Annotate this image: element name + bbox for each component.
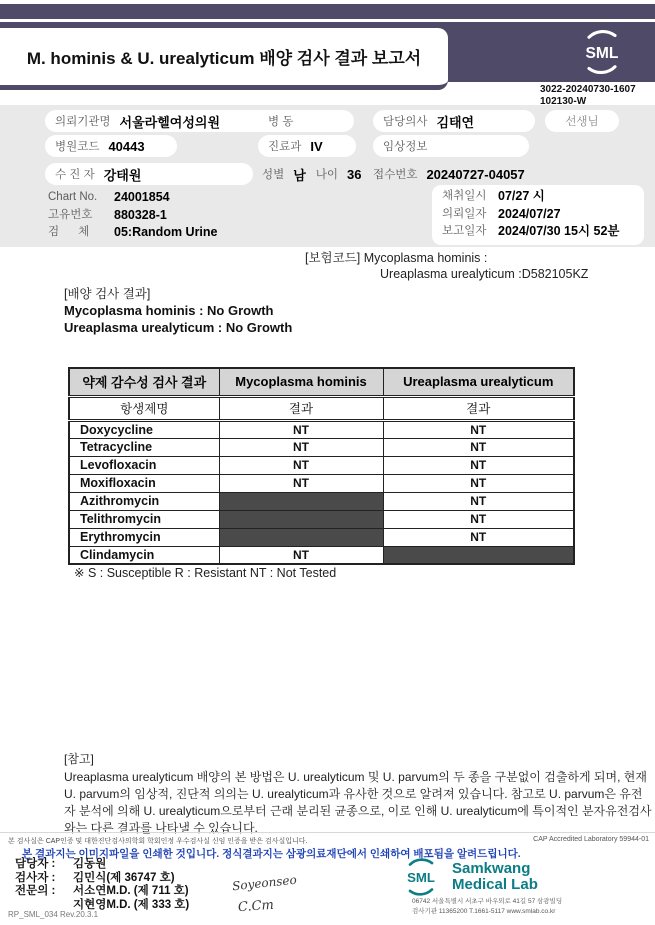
- field-hospital-code: [45, 135, 177, 157]
- field-label: 접수번호: [373, 169, 418, 181]
- sensitivity-header-row: [69, 368, 574, 396]
- field-value: 남: [293, 167, 306, 183]
- sensitivity-row: [69, 546, 574, 564]
- staff-value: 김민식(제 36747 호): [73, 871, 175, 884]
- sensitivity-row: [69, 456, 574, 474]
- cap-accreditation-text: CAP Accredited Laboratory 59944-01: [533, 836, 649, 843]
- lab-contact: 검사기관 11365200 T.1661-5117 www.smlab.co.kr: [412, 908, 556, 915]
- sensitivity-cell: NT: [383, 438, 574, 456]
- sensitivity-cell: NT: [219, 456, 383, 474]
- sensitivity-row: [69, 528, 574, 546]
- document-number-2: 102130-W: [540, 96, 587, 107]
- sensitivity-cell: NT: [383, 528, 574, 546]
- print-notice: 본 결과지는 이미지파일을 인쇄한 것입니다. 정식결과지는 삼광의료재단에서 인쇄하여 배포됨을 알려드립니다.: [22, 848, 521, 860]
- field-value: 20240727-04057: [426, 166, 525, 182]
- field-value: 05:Random Urine: [114, 225, 218, 239]
- sensitivity-cell: NT: [383, 474, 574, 492]
- lab-name-line2: Medical Lab: [452, 876, 538, 893]
- reference-title: [참고]: [64, 752, 94, 766]
- sensitivity-cell: NT: [219, 546, 383, 564]
- field-value: 서울라헬여성의원: [119, 114, 221, 130]
- sml-logo-icon: [398, 855, 444, 899]
- field-doctor: [373, 110, 535, 132]
- staff-label: 담당자 :: [15, 858, 56, 870]
- field-value: 880328-1: [114, 207, 167, 222]
- field-value: 07/27 시: [498, 189, 545, 203]
- sensitivity-subheader-row: [69, 396, 574, 420]
- sensitivity-subheader: 항생제명: [69, 396, 219, 420]
- field-report-date: [442, 223, 634, 241]
- lab-address-block: [412, 897, 562, 917]
- sensitivity-cell: [219, 492, 383, 510]
- reference-body: Ureaplasma urealyticum 배양의 본 방법은 U. urealyticum 및 U. parvum의 두 종을 구분없이 검출하게 되며, 현재 U. parvum의 임상적, 진단적 의의는 U. urealyticum과 유사한 것으로 알려져 있습니다. 참고로 U. parvum은 유전자 분석에 의해 U. urealyticum으로부터 근래 분리된 균종으로, 이로 인해 U. urealyticum에 특이적인 분자유전검사와는 다른 결과를 나타낼 수 있습니다.: [64, 770, 652, 835]
- field-label: 진료과: [268, 141, 302, 153]
- sensitivity-cell: [219, 510, 383, 528]
- sensitivity-cell: NT: [383, 510, 574, 528]
- svg-text:SML: SML: [407, 870, 435, 886]
- field-label: 고유번호: [48, 208, 93, 221]
- field-ward: [258, 110, 354, 132]
- report-title-box: [0, 28, 448, 90]
- dates-box: [432, 185, 644, 245]
- footer-divider: [0, 832, 655, 833]
- culture-result-mh: Mycoplasma hominis : No Growth: [64, 303, 274, 318]
- sensitivity-cell: Erythromycin: [69, 528, 219, 546]
- field-label: 임상정보: [383, 141, 428, 153]
- field-label: 담당의사: [383, 116, 428, 128]
- sensitivity-header: Mycoplasma hominis: [219, 368, 383, 396]
- field-value: 36: [347, 166, 362, 182]
- insurance-code-line2: Ureaplasma urealyticum :D582105KZ: [380, 267, 589, 281]
- field-label: 수 진 자: [55, 169, 95, 181]
- document-number-1: 3022-20240730-1607: [540, 84, 636, 95]
- reference-note: [64, 751, 652, 837]
- sensitivity-cell: NT: [383, 492, 574, 510]
- sensitivity-cell: NT: [219, 474, 383, 492]
- lab-address: 06742 서울특별시 서초구 바우뫼로 41길 57 삼광빌딩: [412, 898, 563, 905]
- sensitivity-header: Ureaplasma urealyticum: [383, 368, 574, 396]
- field-value: 강태원: [103, 167, 142, 183]
- field-value: 김태연: [436, 114, 475, 130]
- field-label: Chart No.: [48, 191, 98, 203]
- sensitivity-row: [69, 510, 574, 528]
- culture-section-title: [배양 검사 결과]: [64, 287, 151, 301]
- sensitivity-row: [69, 492, 574, 510]
- chart-info-block: [48, 189, 218, 242]
- field-label: 보고일자: [442, 225, 487, 237]
- sensitivity-table-body: [69, 420, 574, 564]
- sensitivity-cell: [383, 546, 574, 564]
- field-label: 검 체: [48, 226, 90, 238]
- field-label: 성별: [262, 169, 285, 181]
- insurance-code-line1: [보험코드] Mycoplasma hominis :: [305, 251, 488, 265]
- lab-logo-block: [398, 855, 538, 899]
- specialist-signature-2: C.Cm: [237, 897, 275, 916]
- field-unique-no: [48, 207, 218, 225]
- staff-row: [15, 872, 189, 886]
- field-request-date: [442, 206, 634, 224]
- staff-value: 서소연M.D. (제 711 호): [73, 885, 189, 897]
- sensitivity-cell: NT: [219, 420, 383, 438]
- sensitivity-header: 약제 감수성 검사 결과: [69, 368, 219, 396]
- document-numbers: [540, 84, 636, 108]
- sensitivity-row: [69, 438, 574, 456]
- svg-text:SML: SML: [585, 45, 619, 63]
- sensitivity-cell: Levofloxacin: [69, 456, 219, 474]
- page-title: M. hominis & U. urealyticum 배양 검사 결과 보고서: [26, 49, 422, 68]
- sensitivity-subheader: 결과: [219, 396, 383, 420]
- sensitivity-cell: Azithromycin: [69, 492, 219, 510]
- field-value: 40443: [108, 138, 145, 154]
- sensitivity-cell: [219, 528, 383, 546]
- sensitivity-table: [68, 367, 575, 565]
- field-patient-name: [45, 163, 253, 185]
- field-label: 병 동: [268, 116, 294, 128]
- lab-name-line1: Samkwang: [452, 860, 531, 877]
- sensitivity-cell: NT: [383, 420, 574, 438]
- sensitivity-legend: ※ S : Susceptible R : Resistant NT : Not Tested: [74, 566, 337, 580]
- sensitivity-cell: Telithromycin: [69, 510, 219, 528]
- field-chart-no: [48, 189, 218, 207]
- field-clinical-info: [373, 135, 529, 157]
- specialist-signature-1: Soyeonseo: [231, 872, 298, 894]
- field-receipt-number: [373, 165, 525, 183]
- sensitivity-cell: Doxycycline: [69, 420, 219, 438]
- field-value: 2024/07/30 15시 52분: [498, 224, 620, 238]
- field-label: 채취일시: [442, 190, 487, 202]
- field-doctor-honorific: [545, 110, 619, 132]
- field-label: 나이: [315, 169, 338, 181]
- staff-value: 김동원: [73, 858, 107, 870]
- sensitivity-cell: NT: [383, 456, 574, 474]
- staff-row: [15, 858, 189, 872]
- field-value: 24001854: [114, 190, 170, 204]
- sensitivity-row: [69, 474, 574, 492]
- sensitivity-cell: Tetracycline: [69, 438, 219, 456]
- accreditation-note: 본 검사실은 CAP인증 및 대한진단검사의학회 학회인정 우수검사실 신임 인증을 받은 검사실입니다.: [8, 838, 308, 845]
- staff-block: [15, 858, 189, 912]
- field-value: IV: [310, 138, 323, 154]
- field-label: 의뢰일자: [442, 207, 487, 220]
- sensitivity-row: [69, 420, 574, 438]
- lab-name: [452, 861, 538, 893]
- staff-label: 전문의 :: [15, 885, 56, 897]
- sensitivity-cell: NT: [219, 438, 383, 456]
- field-department: [258, 135, 356, 157]
- sensitivity-cell: Moxifloxacin: [69, 474, 219, 492]
- sensitivity-subheader: 결과: [383, 396, 574, 420]
- field-collection-date: [442, 188, 634, 206]
- form-code: RP_SML_034 Rev.20.3.1: [8, 910, 99, 919]
- staff-row: [15, 885, 189, 899]
- field-label: 선생님: [565, 116, 599, 128]
- culture-result-uu: Ureaplasma urealyticum : No Growth: [64, 320, 293, 335]
- field-value: 2024/07/27: [498, 206, 561, 221]
- field-label: 병원코드: [55, 141, 100, 153]
- field-label: 의뢰기관명: [55, 116, 111, 128]
- sensitivity-cell: Clindamycin: [69, 546, 219, 564]
- patient-info-panel: [0, 105, 655, 247]
- staff-label: 검사자 :: [15, 871, 56, 884]
- field-sex-age: [262, 165, 361, 183]
- header-band-line: [0, 19, 655, 22]
- staff-value: 지현영M.D. (제 333 호): [73, 898, 190, 911]
- sml-logo-icon: [576, 26, 628, 78]
- field-specimen: [48, 224, 218, 242]
